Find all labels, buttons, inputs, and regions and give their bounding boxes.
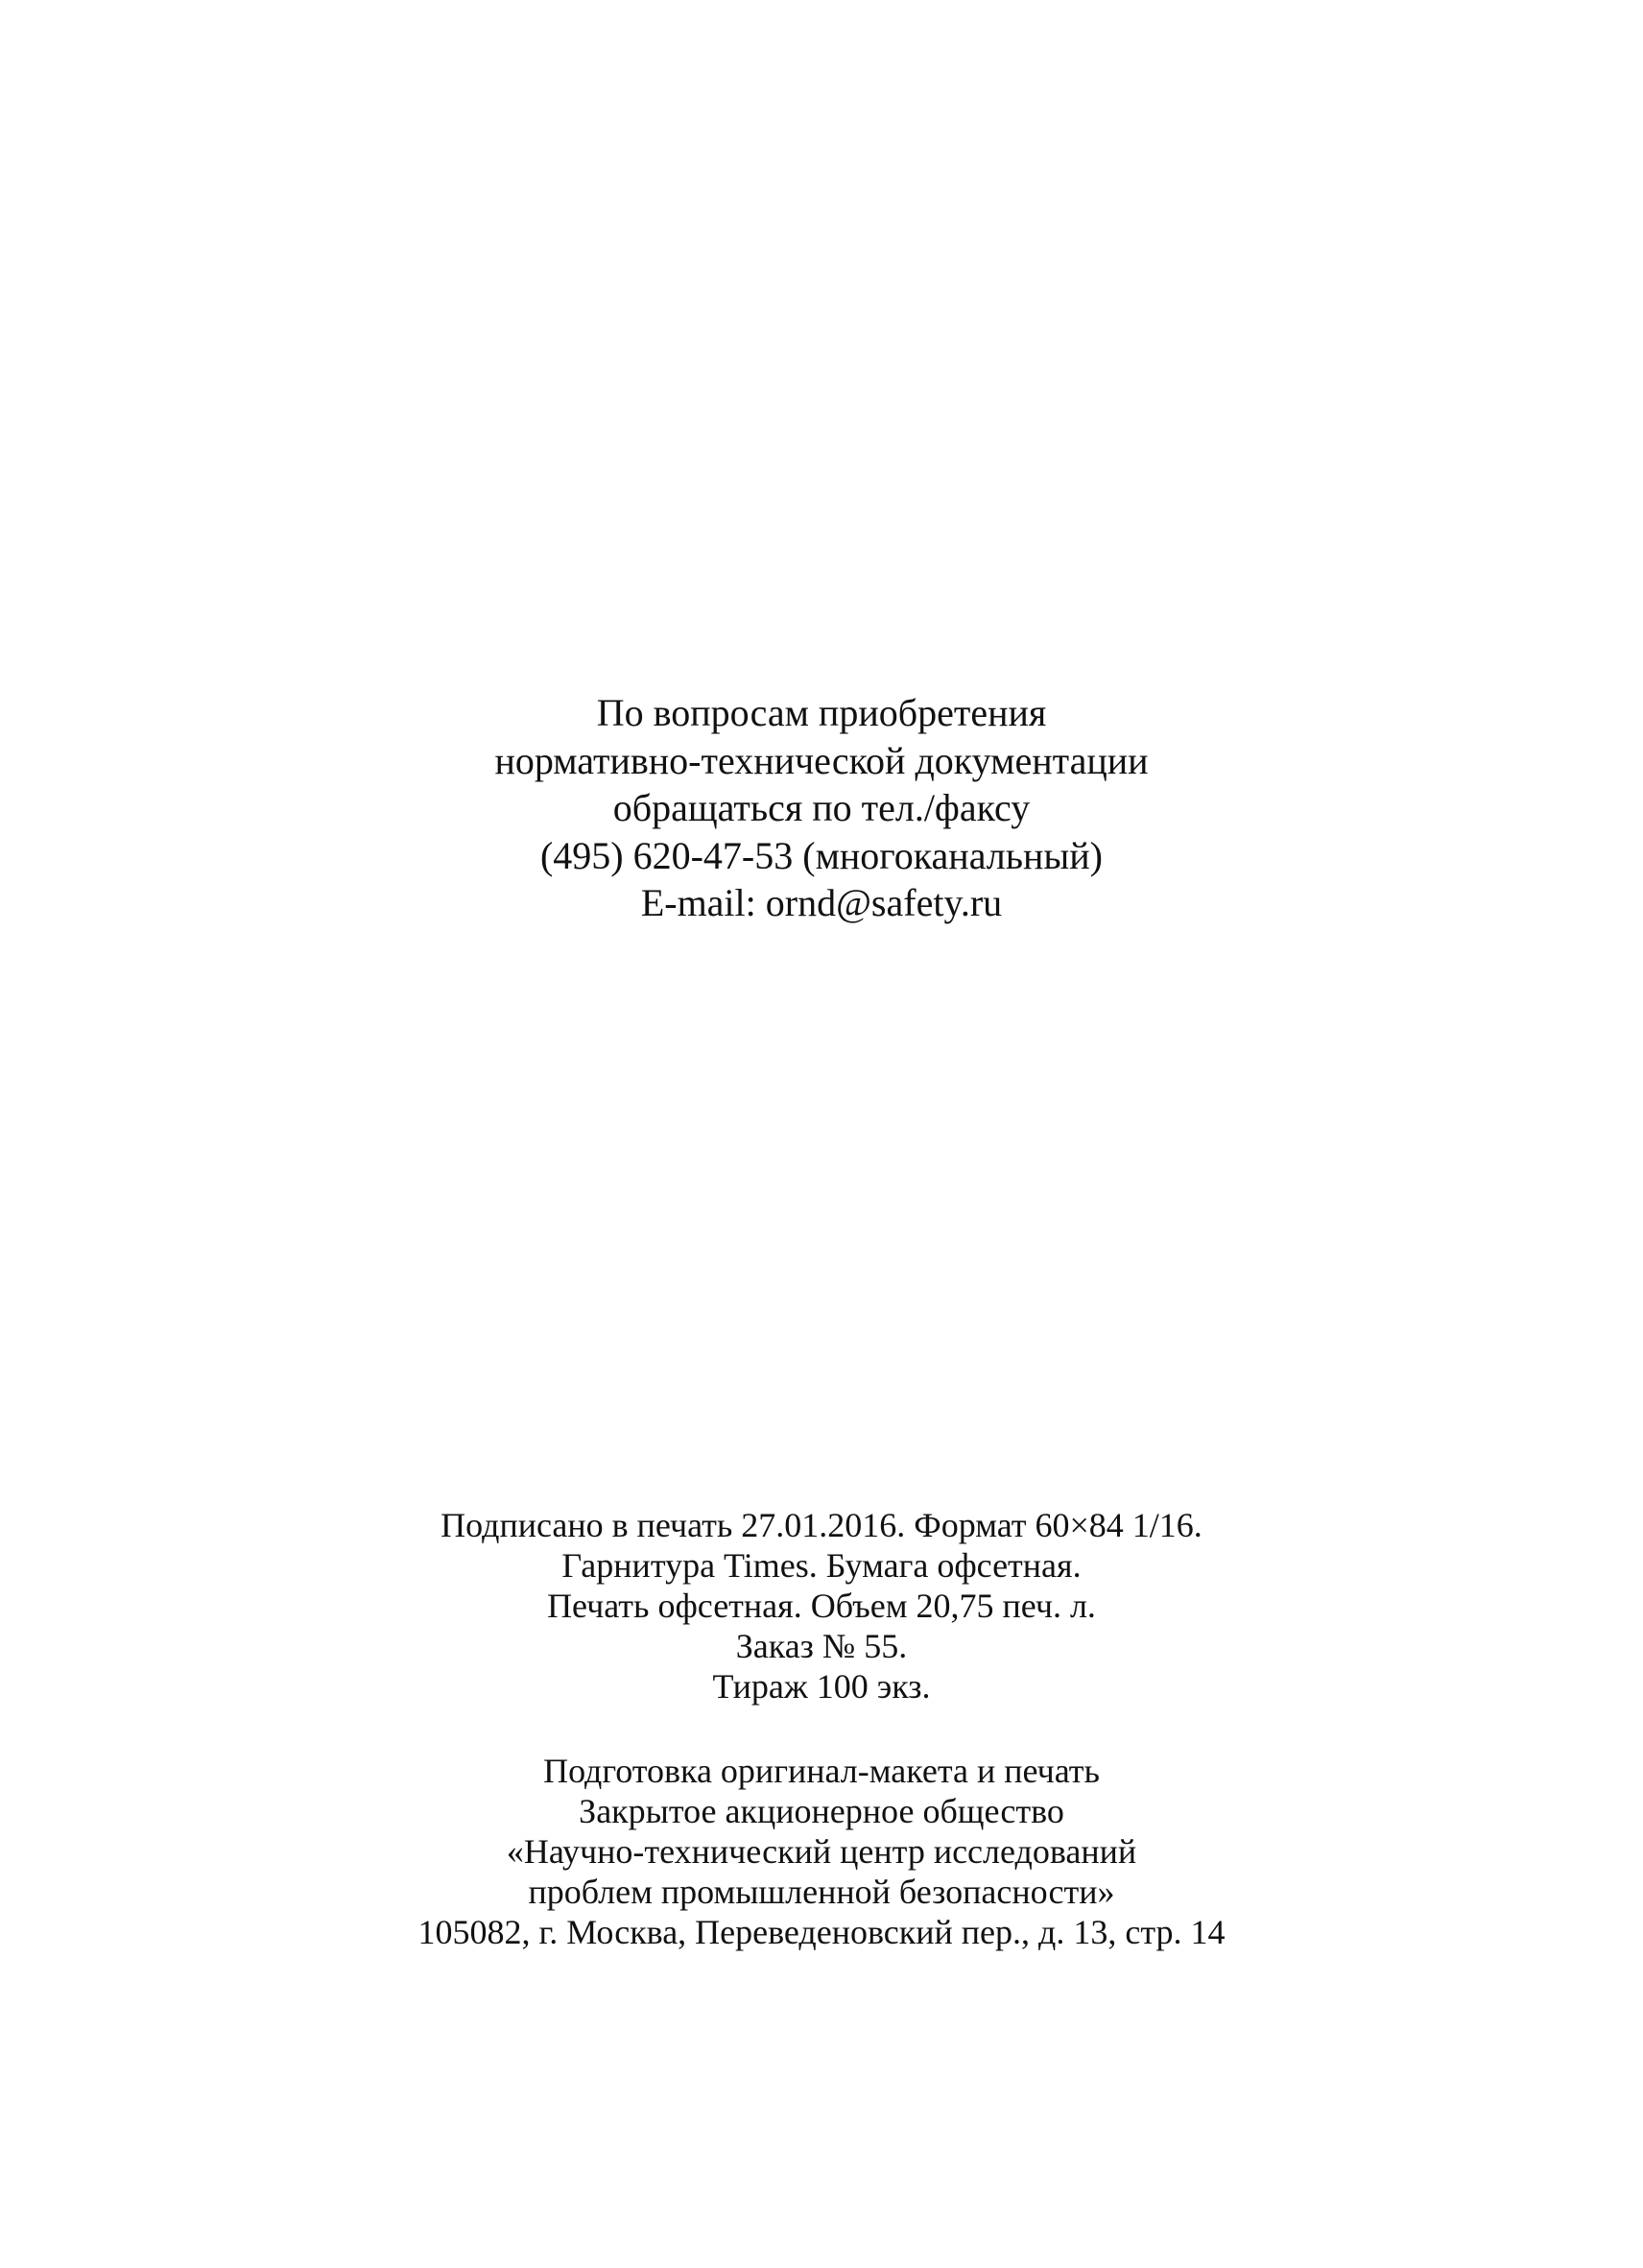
print-imprint-block (0, 1505, 1643, 1707)
purchase-contact-block (0, 689, 1643, 927)
printer-preparation-line: Подготовка оригинал-макета и печать (543, 1752, 1100, 1790)
imprint-order-number: Заказ № 55. (735, 1627, 908, 1665)
imprint-typeface-paper: Гарнитура Times. Бумага офсетная. (561, 1546, 1082, 1585)
contact-email: E-mail: ornd@safety.ru (640, 881, 1003, 924)
imprint-print-volume: Печать офсетная. Объем 20,75 печ. л. (547, 1587, 1096, 1625)
imprint-print-run: Тираж 100 экз. (712, 1667, 931, 1706)
printer-info-block (0, 1751, 1643, 1952)
contact-phone-number: (495) 620-47-53 (многоканальный) (539, 833, 1104, 877)
printer-company-name-part2: проблем промышленной безопасности» (528, 1873, 1115, 1911)
contact-line-phone-intro: обращаться по тел./факсу (612, 786, 1031, 829)
contact-line-purchase: По вопросам приобретения (596, 691, 1047, 734)
contact-line-documentation: нормативно-технической документации (494, 738, 1149, 782)
printer-address: 105082, г. Москва, Переведеновский пер., д. 13, стр. 14 (417, 1913, 1226, 1951)
imprint-signed-format: Подписано в печать 27.01.2016. Формат 60×84 1/16. (441, 1506, 1202, 1544)
printer-company-name-part1: «Научно-технический центр исследований (506, 1832, 1137, 1871)
printer-company-type: Закрытое акционерное общество (579, 1792, 1064, 1830)
